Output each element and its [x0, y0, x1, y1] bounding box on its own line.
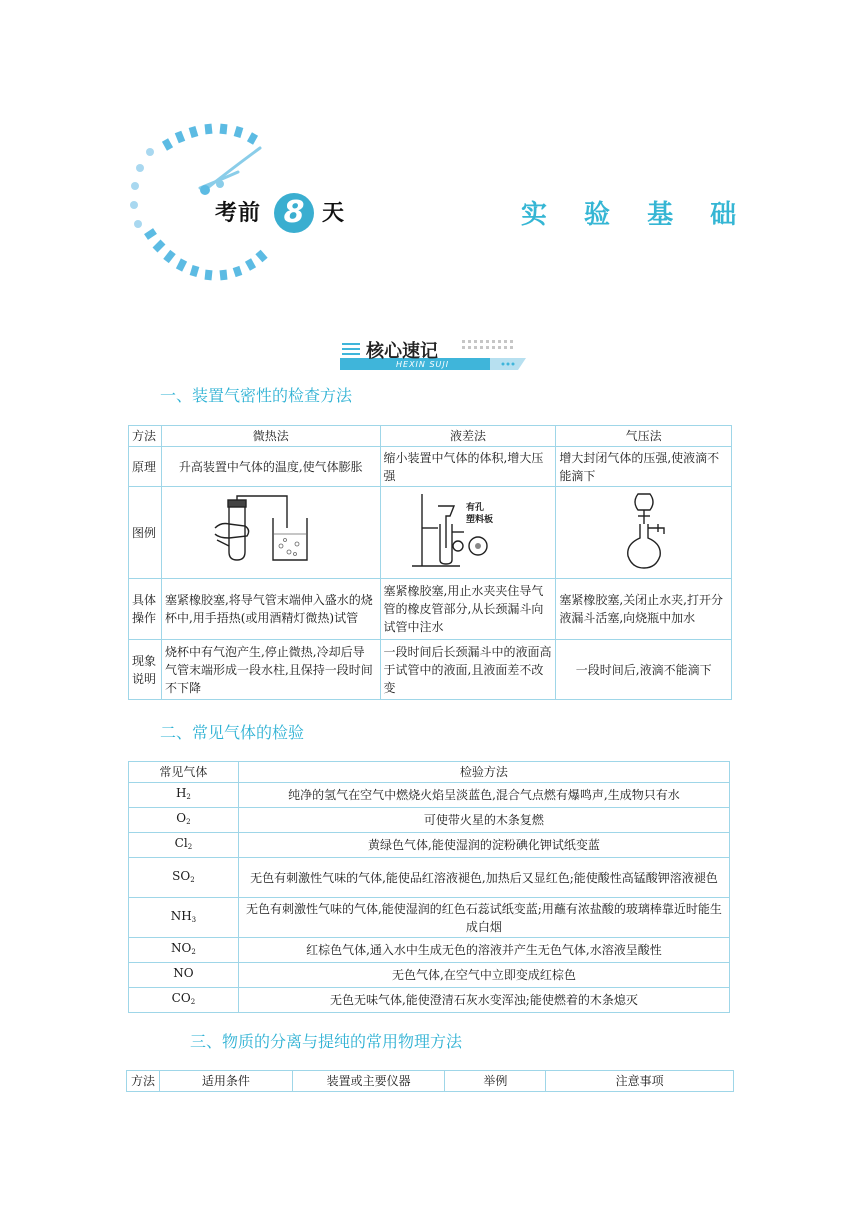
test-method: 黄绿色气体,能使湿润的淀粉碘化钾试纸变蓝	[238, 833, 729, 858]
gas-formula: NH	[170, 908, 192, 923]
table-header-row	[129, 426, 732, 447]
table-row	[129, 783, 730, 808]
svg-text:有孔: 有孔	[465, 503, 484, 513]
table-header-cell: 适用条件	[159, 1071, 292, 1092]
table-row	[129, 938, 730, 963]
gas-formula: NO	[173, 966, 194, 980]
gas-subscript: 2	[191, 948, 196, 956]
day-number-badge: 8	[274, 193, 314, 233]
table-header-cell: 装置或主要仪器	[292, 1071, 445, 1092]
airtightness-table	[128, 425, 732, 700]
gas-subscript: 2	[190, 998, 196, 1006]
table-cell: 增大封闭气体的压强,使液滴不能滴下	[556, 447, 732, 487]
gas-subscript: 2	[186, 818, 191, 826]
section-2-title: 二、常见气体的检验	[160, 723, 305, 742]
gas-subscript: 2	[190, 875, 195, 884]
section-3-title: 三、物质的分离与提纯的常用物理方法	[190, 1032, 463, 1051]
gas-formula: SO	[172, 868, 191, 883]
table-cell: 塞紧橡胶塞,用止水夹夹住导气管的橡皮管部分,从长颈漏斗向试管中注水	[380, 579, 556, 640]
banner-title: 核心速记	[366, 341, 438, 362]
gas-subscript: 3	[191, 915, 197, 924]
gas-name	[129, 808, 239, 833]
table-header-cell: 方法	[127, 1071, 160, 1092]
table-cell: 一段时间后长颈漏斗中的液面高于试管中的液面,且液面差不改变	[380, 640, 556, 700]
gas-formula: NO	[171, 941, 192, 955]
header-prefix: 考前	[215, 201, 262, 226]
section-1-title: 一、装置气密性的检查方法	[160, 386, 353, 405]
row-label: 原理	[129, 447, 162, 487]
air-pressure-figure	[604, 490, 684, 570]
gas-formula: H	[175, 786, 187, 800]
gas-name	[129, 833, 239, 858]
table-header-cell: 方法	[129, 426, 162, 447]
section-banner	[340, 336, 526, 374]
table-cell: 缩小装置中气体的体积,增大压强	[380, 447, 556, 487]
table-row	[129, 988, 730, 1013]
row-label: 具体操作	[129, 579, 162, 640]
figure-cell	[161, 487, 380, 579]
header-day-unit: 天	[322, 201, 346, 226]
gas-subscript: 2	[187, 843, 193, 851]
table-header-cell: 检验方法	[238, 762, 729, 783]
figure-cell	[556, 487, 732, 579]
table-header-cell: 微热法	[161, 426, 380, 447]
table-row	[129, 898, 730, 938]
gas-formula: CO	[171, 991, 191, 1005]
test-method: 可使带火星的木条复燃	[238, 808, 729, 833]
heating-method-figure	[211, 494, 331, 566]
table-row	[129, 808, 730, 833]
test-method: 无色有刺激性气味的气体,能使湿润的红色石蕊试纸变蓝;用蘸有浓盐酸的玻璃棒靠近时能生成白烟	[238, 898, 729, 938]
table-header-cell: 举例	[445, 1071, 546, 1092]
test-method: 无色气体,在空气中立即变成红棕色	[238, 963, 729, 988]
banner-subtitle: HEXIN SUJI	[396, 360, 450, 369]
table-header-row	[127, 1071, 734, 1092]
table-row	[129, 579, 732, 640]
table-header-cell: 液差法	[380, 426, 556, 447]
table-header-cell: 常见气体	[129, 762, 239, 783]
test-method: 无色有刺激性气味的气体,能使品红溶液褪色,加热后又显红色;能使酸性高锰酸钾溶液褪色	[238, 858, 729, 898]
gas-test-table	[128, 761, 730, 1013]
table-cell: 一段时间后,液滴不能滴下	[556, 640, 732, 700]
gas-subscript: 2	[186, 793, 191, 801]
svg-text:塑料板: 塑料板	[465, 515, 493, 525]
table-cell: 塞紧橡胶塞,将导气管末端伸入盛水的烧杯中,用手捂热(或用酒精灯微热)试管	[161, 579, 380, 640]
table-row	[129, 858, 730, 898]
gas-name	[129, 963, 239, 988]
test-method: 红棕色气体,通入水中生成无色的溶液并产生无色气体,水溶液呈酸性	[238, 938, 729, 963]
row-label: 图例	[129, 487, 162, 579]
gas-name	[129, 988, 239, 1013]
liquid-difference-figure	[408, 488, 528, 572]
test-method: 无色无味气体,能使澄清石灰水变浑浊;能使燃着的木条熄灭	[238, 988, 729, 1013]
page-title: 实 验 基 础	[521, 200, 751, 230]
table-header-cell: 气压法	[556, 426, 732, 447]
gas-name	[129, 938, 239, 963]
test-method: 纯净的氢气在空气中燃烧火焰呈淡蓝色,混合气点燃有爆鸣声,生成物只有水	[238, 783, 729, 808]
table-row	[129, 487, 732, 579]
table-cell: 升高装置中气体的温度,使气体膨胀	[161, 447, 380, 487]
table-row	[129, 447, 732, 487]
table-cell: 烧杯中有气泡产生,停止微热,冷却后导气管末端形成一段水柱,且保持一段时间不下降	[161, 640, 380, 700]
gas-name	[129, 898, 239, 938]
gas-name	[129, 858, 239, 898]
table-row	[129, 963, 730, 988]
table-row	[129, 833, 730, 858]
table-cell: 塞紧橡胶塞,关闭止水夹,打开分液漏斗活塞,向烧瓶中加水	[556, 579, 732, 640]
gas-name	[129, 783, 239, 808]
table-header-cell: 注意事项	[546, 1071, 734, 1092]
gas-formula: Cl	[174, 836, 188, 850]
separation-methods-table	[126, 1070, 734, 1092]
table-row	[129, 640, 732, 700]
table-header-row	[129, 762, 730, 783]
row-label: 现象说明	[129, 640, 162, 700]
gas-formula: O	[176, 811, 187, 825]
figure-cell	[380, 487, 556, 579]
